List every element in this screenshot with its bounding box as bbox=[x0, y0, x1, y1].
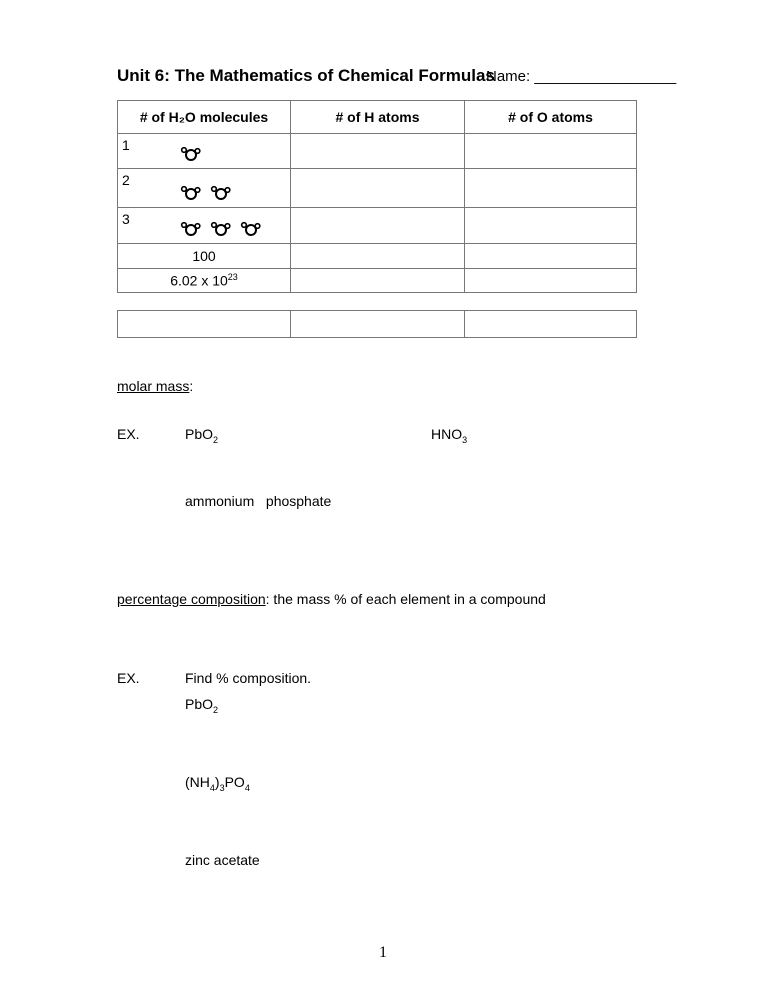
formula-pbo2 bbox=[185, 426, 218, 445]
t: PO bbox=[224, 774, 245, 790]
water-molecule-icon bbox=[210, 224, 232, 240]
row-100: 100 bbox=[118, 244, 291, 269]
formula-pbo2 bbox=[185, 696, 218, 715]
formula-ammonium-phosphate bbox=[185, 774, 250, 793]
t: 3 bbox=[219, 782, 225, 793]
percent-label: percentage composition bbox=[117, 591, 266, 607]
answer-cell bbox=[465, 244, 637, 269]
instruction: Find % composition. bbox=[185, 670, 312, 686]
blank-cell bbox=[291, 311, 465, 338]
zinc-acetate: zinc acetate bbox=[185, 852, 260, 868]
row-number: 2 bbox=[122, 172, 130, 188]
answer-cell bbox=[465, 269, 637, 293]
t: 3 bbox=[462, 434, 468, 445]
row-3-molecules bbox=[118, 208, 291, 244]
header-molecules: # of H₂O molecules bbox=[118, 101, 291, 134]
ammonium-phosphate: ammonium phosphate bbox=[185, 493, 332, 509]
answer-cell bbox=[291, 134, 465, 169]
answer-cell bbox=[465, 134, 637, 169]
t: 4 bbox=[209, 782, 215, 793]
blank-cell bbox=[465, 311, 637, 338]
example-label: EX. bbox=[117, 426, 140, 442]
molar-mass-label: molar mass bbox=[117, 378, 190, 394]
percent-desc: : the mass % of each element in a compound bbox=[265, 591, 546, 607]
t: ) bbox=[214, 774, 220, 790]
avogadro-base: 6.02 x 10 bbox=[170, 272, 228, 289]
formula-hno3 bbox=[431, 426, 467, 445]
header-h-atoms: # of H atoms bbox=[291, 101, 465, 134]
page-number: 1 bbox=[379, 944, 387, 961]
t: HNO bbox=[431, 426, 463, 442]
answer-cell bbox=[465, 169, 637, 208]
answer-cell bbox=[291, 208, 465, 244]
row-number: 1 bbox=[122, 137, 130, 153]
percent-composition-heading bbox=[117, 591, 546, 607]
t: PbO bbox=[185, 426, 214, 442]
t: PbO bbox=[185, 696, 214, 712]
answer-cell bbox=[291, 169, 465, 208]
water-molecule-icon bbox=[210, 188, 232, 204]
t: 4 bbox=[244, 782, 250, 793]
answer-cell bbox=[291, 269, 465, 293]
page-title: Unit 6: The Mathematics of Chemical Formulas bbox=[117, 66, 495, 85]
water-molecule-icon bbox=[180, 188, 202, 204]
t: (NH bbox=[185, 774, 210, 790]
name-field: Name: _________________ bbox=[486, 68, 677, 85]
blank-table bbox=[117, 310, 637, 338]
molar-mass-heading bbox=[117, 378, 193, 394]
water-molecule-icon bbox=[180, 149, 202, 165]
answer-cell bbox=[465, 208, 637, 244]
t: 2 bbox=[213, 434, 219, 445]
row-number: 3 bbox=[122, 211, 130, 227]
row-2-molecules bbox=[118, 169, 291, 208]
example-label: EX. bbox=[117, 670, 140, 686]
answer-cell bbox=[291, 244, 465, 269]
header-o-atoms: # of O atoms bbox=[465, 101, 637, 134]
colon: : bbox=[189, 378, 194, 394]
water-molecule-icon bbox=[180, 224, 202, 240]
avogadro-exponent: 23 bbox=[227, 272, 238, 283]
atoms-table bbox=[117, 100, 637, 293]
row-1-molecules bbox=[118, 134, 291, 169]
blank-cell bbox=[118, 311, 291, 338]
row-avogadro bbox=[118, 269, 291, 293]
t: 2 bbox=[213, 704, 219, 715]
water-molecule-icon bbox=[240, 224, 262, 240]
